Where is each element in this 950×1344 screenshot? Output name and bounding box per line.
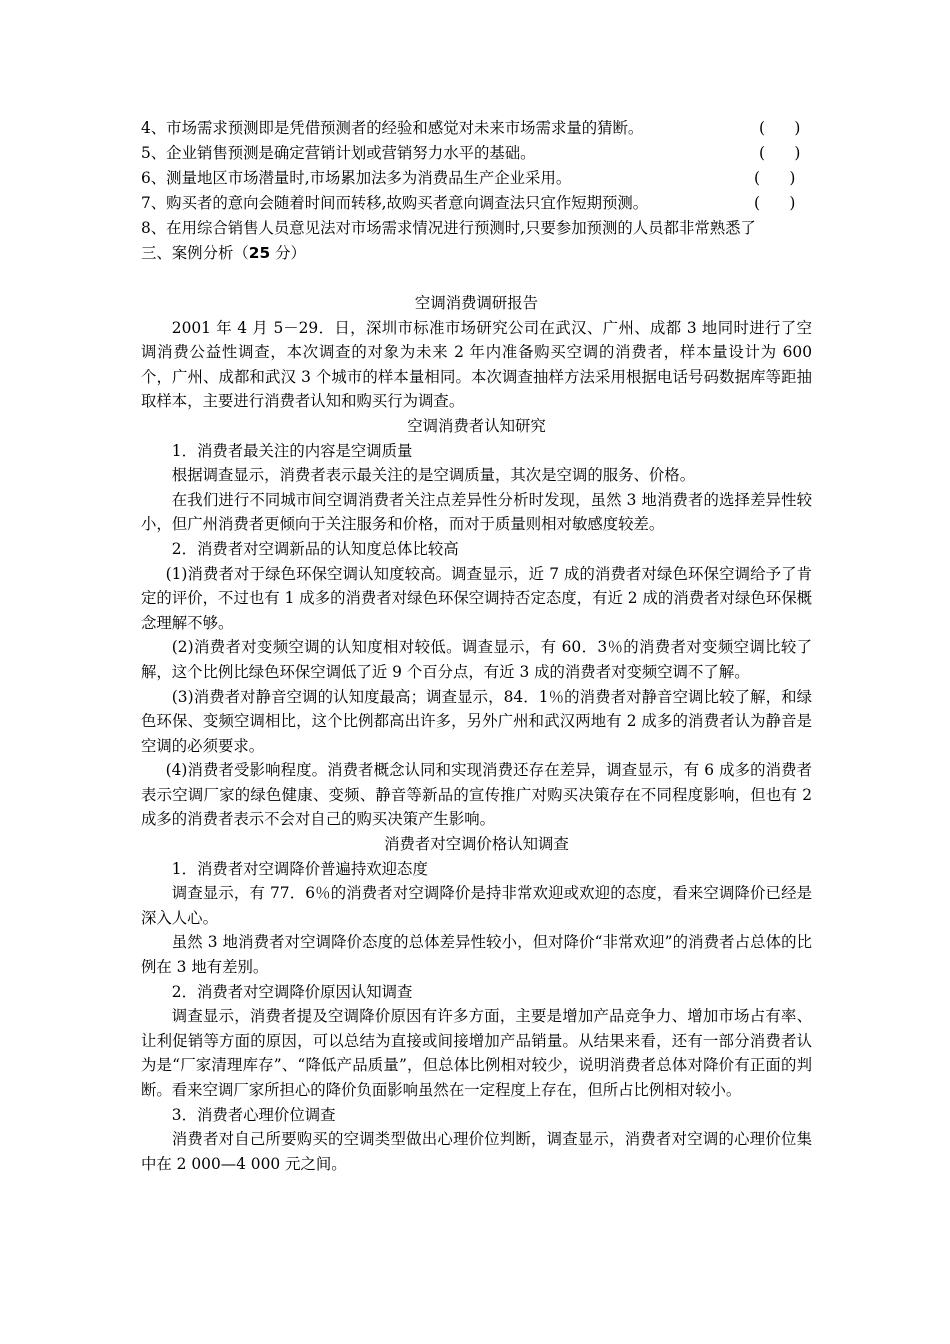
report-body [141,291,812,1176]
cognition-heading-2: 2．消费者对空调新品的认知度总体比较高 [171,539,459,558]
cognition-paragraph-2: 在我们进行不同城市间空调消费者关注点差异性分析时发现，虽然 3 地消费者的选择差异性较小，但广州消费者更倾向于关注服务和价格，而对于质量则相对敏感度较差。 [141,490,812,534]
question-7 [141,191,811,216]
answer-paren: ( ) [759,144,801,162]
question-8 [141,216,811,241]
price-paragraph-1: 调查显示，有 77．6％的消费者对空调降价是持非常欢迎或欢迎的态度，看来空调降价已经是深入人心。 [141,884,812,927]
answer-paren: ( ) [759,119,801,137]
cognition-paragraph-5: (3)消费者对静音空调的认知度最高；调查显示，84．1％的消费者对静音空调比较了解，和绿色环保、变频空调相比，这个比例都高出许多，另外广州和武汉两地有 2 成多的消费者认为静音是空调的必须要求。 [141,687,812,755]
answer-paren: ( ) [754,194,796,212]
report-title: 空调消费调研报告 [414,294,539,312]
question-text: 8、在用综合销售人员意见法对市场需求情况进行预测时,只要参加预测的人员都非常熟悉了 [141,219,756,237]
cognition-heading-1: 1．消费者最关注的内容是空调质量 [171,441,413,460]
question-6 [141,166,811,191]
price-section-title: 消费者对空调价格认知调查 [384,835,569,854]
question-text: 4、市场需求预测即是凭借预测者的经验和感觉对未来市场需求量的猜断。 [141,119,644,137]
cognition-paragraph-4: (2)消费者对变频空调的认知度相对较低。调查显示，有 60．3％的消费者对变频空调比较了解，这个比例比绿色环保空调低了近 9 个百分点，有近 3 成的消费者对变频空调不了解。 [141,638,812,681]
report-intro: 2001 年 4 月 5－29．日，深圳市标准市场研究公司在武汉、广州、成都 3 地同时进行了空调消费公益性调查，本次调查的对象为未来 2 年内准备购买空调的消费者，样本量设计为 600 个，广州、成都和武汉 3 个城市的样本量相同。本次调查抽样方法采用根据电话号码数据库等距抽取样本，主要进行消费者认知和购买行为调查。 [141,318,812,411]
cognition-paragraph-1: 根据调查显示，消费者表示最关注的是空调质量，其次是空调的服务、价格。 [171,466,696,485]
price-paragraph-3: 调查显示，消费者提及空调降价原因有许多方面，主要是增加产品竞争力、增加市场占有率、让利促销等方面的原因，可以总结为直接或间接增加产品销量。从结果来看，还有一部分消费者认为是“厂家清理库存”、“降低产品质量”，但总体比例相对较少，说明消费者总体对降价有正面的判断。看来空调厂家所担心的降价负面影响虽然在一定程度上存在，但所占比例相对较小。 [141,1007,812,1099]
cognition-paragraph-6: (4)消费者受影响程度。消费者概念认同和实现消费还存在差异，调查显示，有 6 成多的消费者表示空调厂家的绿色健康、变频、静音等新品的宣传推广对购买决策存在不同程度影响，但也有 2 成多的消费者表示不会对自己的购买决策产生影响。 [141,761,812,829]
question-text: 7、购买者的意向会随着时间而转移,故购买者意向调查法只宜作短期预测。 [141,194,649,212]
price-paragraph-2: 虽然 3 地消费者对空调降价态度的总体差异性较小，但对降价“非常欢迎”的消费者占总体的比例在 3 地有差别。 [141,933,812,977]
price-heading-2: 2．消费者对空调降价原因认知调查 [171,982,413,1001]
price-paragraph-4: 消费者对自己所要购买的空调类型做出心理价位判断，调查显示，消费者对空调的心理价位集中在 2 000—4 000 元之间。 [141,1130,812,1173]
answer-paren: ( ) [754,169,796,187]
question-4 [141,116,811,141]
question-text: 5、企业销售预测是确定营销计划或营销努力水平的基础。 [141,144,536,162]
cognition-paragraph-3: (1)消费者对于绿色环保空调认知度较高。调查显示，近 7 成的消费者对绿色环保空调给予了肯定的评价，不过也有 1 成多的消费者对绿色环保空调持否定态度，有近 2 成的消费者对绿色环保概念理解不够。 [141,564,812,632]
question-5 [141,141,811,166]
price-heading-1: 1．消费者对空调降价普遍持欢迎态度 [171,859,428,878]
question-text: 6、测量地区市场潜量时,市场累加法多为消费品生产企业采用。 [141,169,572,187]
section-heading: 三、案例分析（25 分） [141,244,306,262]
cognition-section-title: 空调消费者认知研究 [407,416,546,435]
section-score: 25 [248,244,271,262]
price-heading-3: 3．消费者心理价位调查 [171,1105,336,1124]
